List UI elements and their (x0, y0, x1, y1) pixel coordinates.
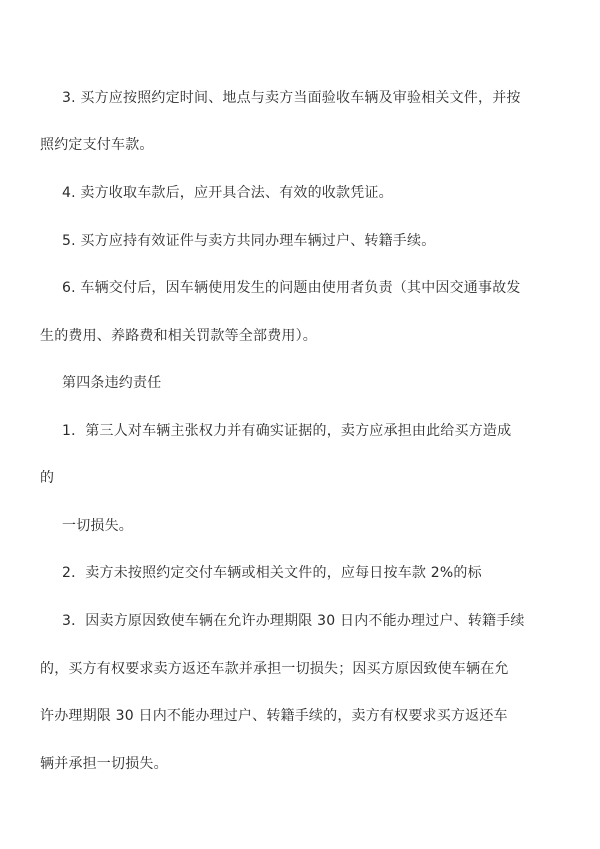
liability-1-line-1: 1．第三人对车辆主张权力并有确实证据的，卖方应承担由此给买方造成 (62, 423, 512, 439)
liability-3-line-4: 辆并承担一切损失。 (40, 756, 168, 772)
liability-3-line-2: 的，买方有权要求卖方返还车款并承担一切损失；因买方原因致使车辆在允 (40, 661, 509, 677)
clause-6-line-1: 6. 车辆交付后，因车辆使用发生的问题由使用者负责（其中因交通事故发 (62, 280, 521, 296)
liability-3-line-3: 许办理期限 30 日内不能办理过户、转籍手续的，卖方有权要求买方返还车 (40, 708, 508, 724)
liability-1-line-2: 的 (40, 470, 55, 486)
clause-3-line-2: 照约定支付车款。 (40, 137, 154, 153)
clause-6-line-2: 生的费用、养路费和相关罚款等全部费用）。 (40, 328, 317, 344)
clause-4-line-1: 4. 卖方收取车款后，应开具合法、有效的收款凭证。 (62, 185, 393, 201)
liability-3-line-1: 3．因卖方原因致使车辆在允许办理期限 30 日内不能办理过户、转籍手续 (62, 613, 525, 629)
liability-2-line-1: 2．卖方未按照约定交付车辆或相关文件的，应每日按车款 2%的标 (62, 565, 482, 581)
clause-5-line-1: 5. 买方应持有效证件与卖方共同办理车辆过户、转籍手续。 (62, 233, 436, 249)
section-heading: 第四条违约责任 (62, 375, 162, 391)
liability-1-line-3: 一切损失。 (62, 518, 133, 534)
clause-3-line-1: 3. 买方应按照约定时间、地点与卖方当面验收车辆及审验相关文件，并按 (62, 90, 521, 106)
